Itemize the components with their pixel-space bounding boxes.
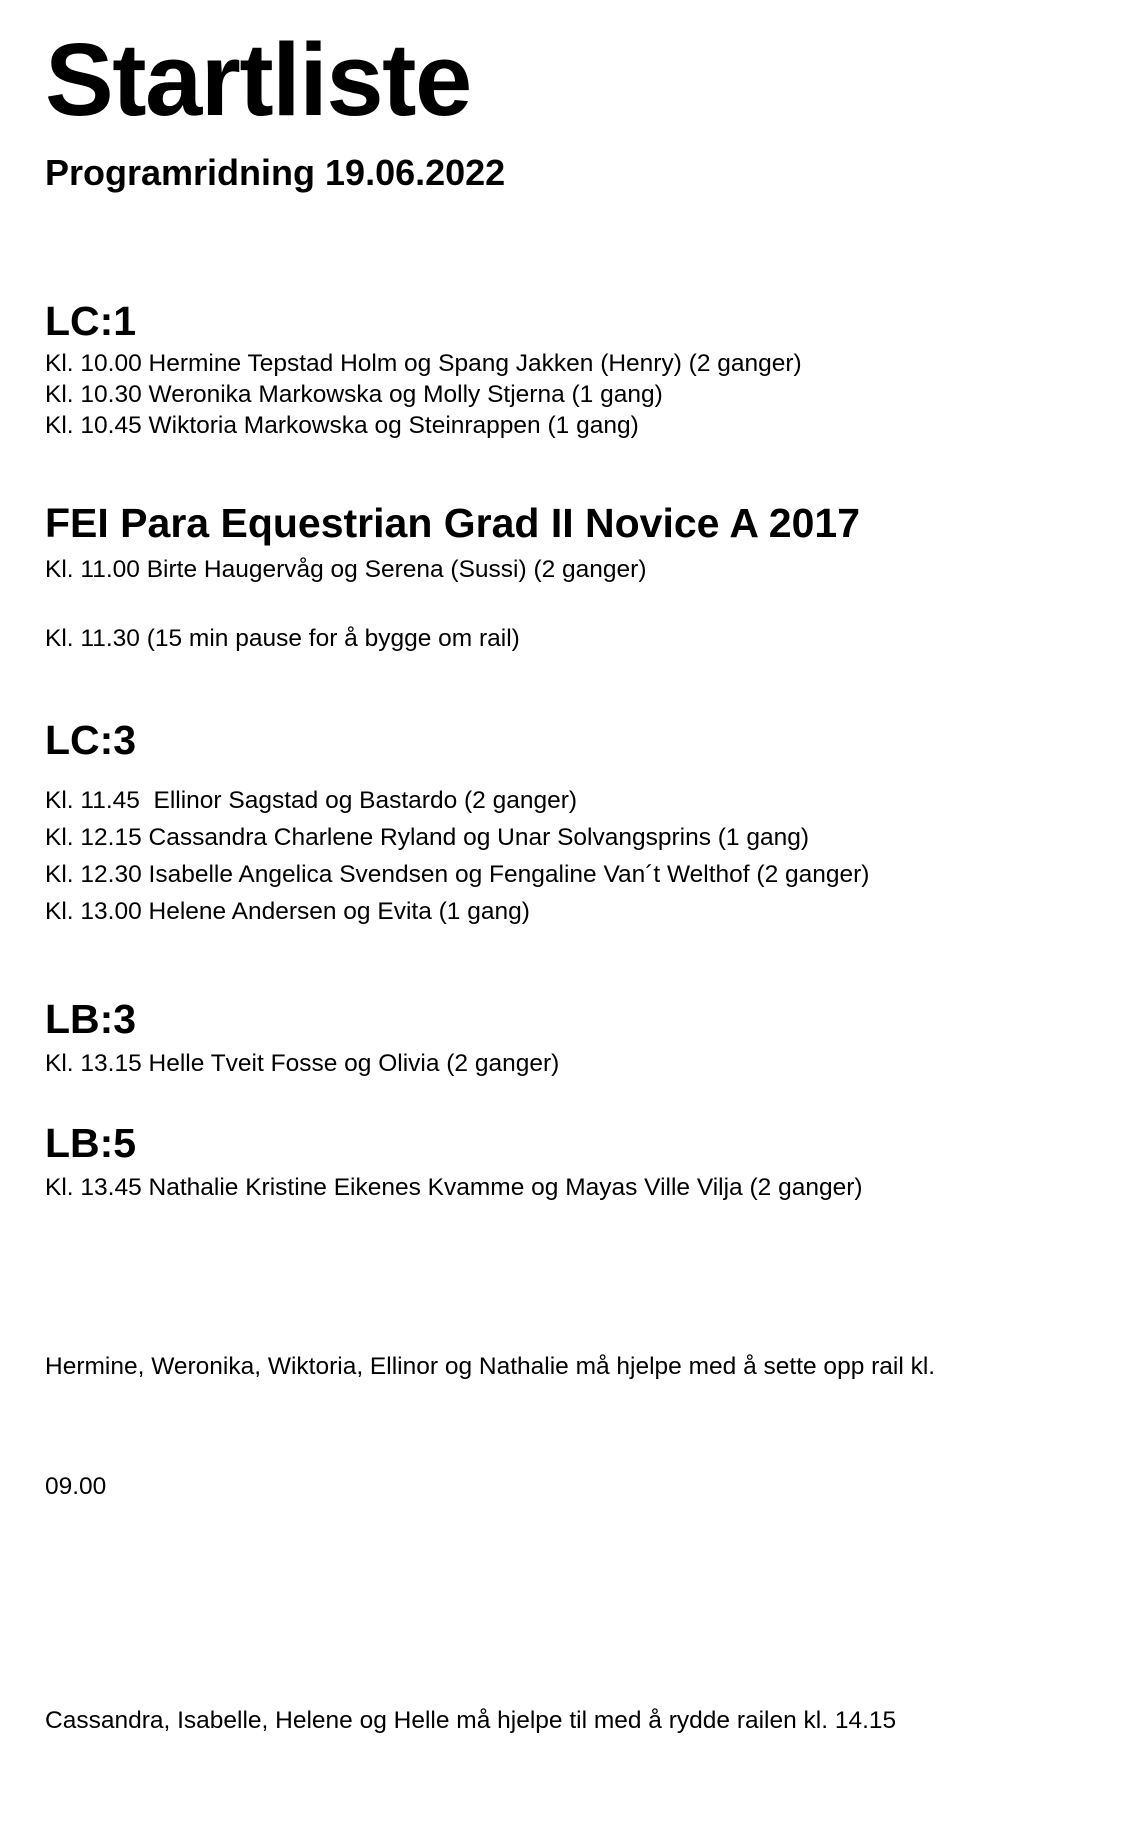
page-title: Startliste [45,22,471,137]
section-fei-heading: FEI Para Equestrian Grad II Novice A 2017 [45,500,861,547]
section-lc1 [45,298,1084,441]
section-lc3-entries [45,785,1084,927]
section-fei-entries [45,554,1084,654]
note-line: Hermine, Weronika, Wiktoria, Ellinor og Nathalie må hjelpe med å sette opp rail kl. [45,1353,936,1381]
helper-note-clear-rail [45,1621,1084,1821]
helper-note-setup-rail [45,1267,1084,1587]
section-lb5 [45,1120,1084,1203]
section-fei-para-equestrian [45,500,1084,654]
note-line: Cassandra, Isabelle, Helene og Helle må hjelpe til med å rydde railen kl. 14.15 [45,1707,897,1735]
section-lc3-heading: LC:3 [45,717,137,764]
section-lc3 [45,717,1084,927]
section-lc1-heading: LC:1 [45,298,137,345]
note-line: 09.00 [45,1473,107,1501]
start-entry: Kl. 13.00 Helene Andersen og Evita (1 gang) [45,898,530,926]
section-lc1-entries [45,348,1084,441]
section-lb5-entries [45,1172,1084,1203]
start-entry: Kl. 12.15 Cassandra Charlene Ryland og Unar Solvangsprins (1 gang) [45,824,810,852]
section-lb5-heading: LB:5 [45,1120,137,1167]
start-entry: Kl. 10.45 Wiktoria Markowska og Steinrappen (1 gang) [45,412,639,440]
start-entry: Kl. 13.15 Helle Tveit Fosse og Olivia (2 ganger) [45,1050,560,1078]
section-lb3-heading: LB:3 [45,996,137,1043]
start-entry: Kl. 10.00 Hermine Tepstad Holm og Spang Jakken (Henry) (2 ganger) [45,350,802,378]
page-subtitle: Programridning 19.06.2022 [45,152,506,194]
start-entry: Kl. 13.45 Nathalie Kristine Eikenes Kvamme og Mayas Ville Vilja (2 ganger) [45,1174,863,1202]
section-lb3 [45,996,1084,1079]
pause-note: Kl. 11.30 (15 min pause for å bygge om rail) [45,625,520,653]
start-entry: Kl. 11.45 Ellinor Sagstad og Bastardo (2 ganger) [45,787,578,815]
start-entry: Kl. 11.00 Birte Haugervåg og Serena (Sussi) (2 ganger) [45,556,647,584]
start-entry: Kl. 12.30 Isabelle Angelica Svendsen og Fengaline Van´t Welthof (2 ganger) [45,861,870,889]
section-lb3-entries [45,1048,1084,1079]
start-entry: Kl. 10.30 Weronika Markowska og Molly Stjerna (1 gang) [45,381,663,409]
